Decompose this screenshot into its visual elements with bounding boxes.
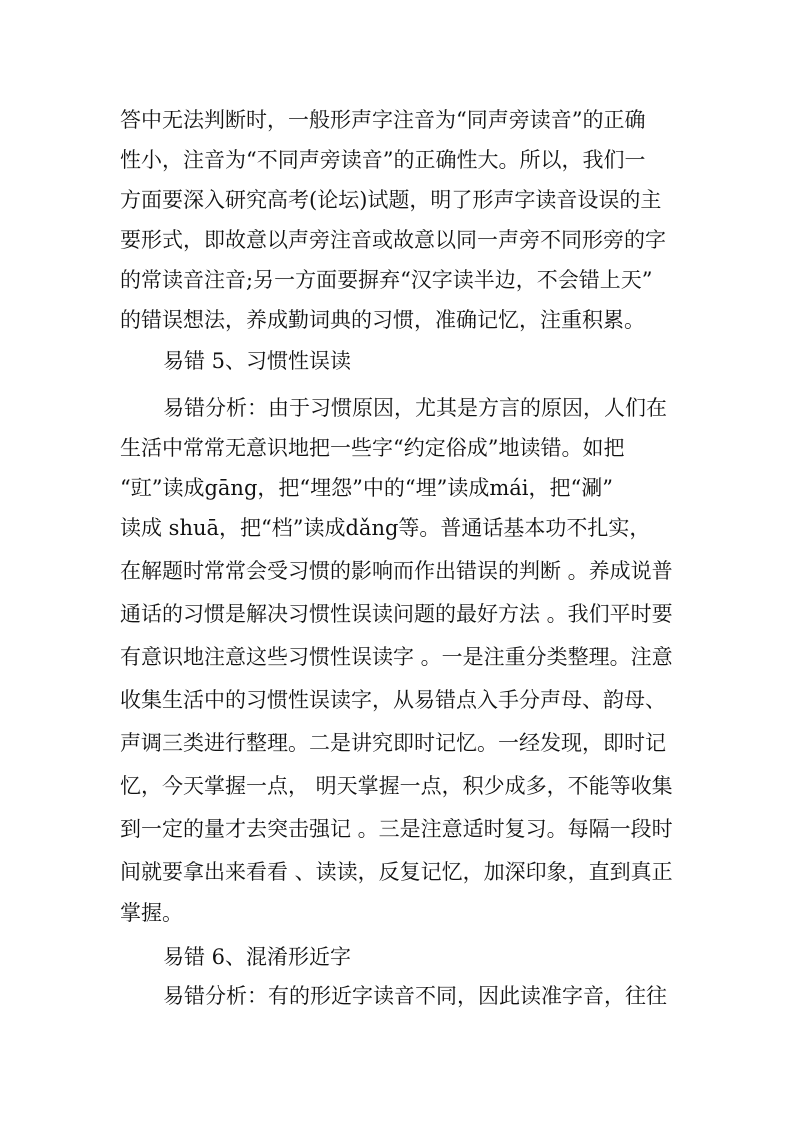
text-line: 收集生活中的习惯性误读字，从易错点入手分声母、韵母、 — [120, 688, 666, 712]
text-line: 有意识地注意这些习惯性误读字 。一是注重分类整理。注意 — [120, 645, 673, 669]
paragraph-start: 易错分析：有的形近字读音不同，因此读准字音，往往 — [163, 984, 667, 1008]
text-line: 的错误想法，养成勤词典的习惯，准确记忆，注重积累。 — [120, 308, 645, 332]
paragraph-start: 易错分析：由于习惯原因，尤其是方言的原因，人们在 — [163, 396, 667, 420]
text-line: 掌握。 — [120, 901, 183, 925]
text-line: 性小，注音为“不同声旁读音”的正确性大。所以，我们一 — [120, 148, 646, 172]
text-line: 声调三类进行整理。二是讲究即时记忆。一经发现，即时记 — [120, 731, 666, 755]
text-line: 答中无法判断时，一般形声字注音为“同声旁读音”的正确 — [120, 108, 646, 132]
text-line: 间就要拿出来看看 、读读，反复记忆，加深印象，直到真正 — [120, 860, 673, 884]
section-heading: 易错 5、习惯性误读 — [163, 349, 352, 373]
text-line: 到一定的量才去突击强记 。三是注意适时复习。每隔一段时 — [120, 817, 673, 841]
section-heading: 易错 6、混淆形近字 — [163, 945, 352, 969]
text-line: 的常读音注音;另一方面要摒弃“汉字读半边，不会错上天” — [120, 268, 653, 292]
text-line: 通话的习惯是解决习惯性误读问题的最好方法 。我们平时要 — [120, 602, 673, 626]
text-line: “豇”读成gāng，把“埋怨”中的“埋”读成mái，把“涮” — [120, 476, 613, 500]
text-line: 忆，今天掌握一点， 明天掌握一点，积少成多，不能等收集 — [120, 774, 673, 798]
text-line: 在解题时常常会受习惯的影响而作出错误的判断 。养成说普 — [120, 559, 673, 583]
text-line: 生活中常常无意识地把一些字“约定俗成”地读错。如把 — [120, 436, 625, 460]
text-line: 读成 shuā，把“档”读成dǎng等。普通话基本功不扎实， — [120, 516, 651, 540]
text-line: 方面要深入研究高考(论坛)试题，明了形声字读音设误的主 — [120, 188, 662, 212]
text-line: 要形式，即故意以声旁注音或故意以同一声旁不同形旁的字 — [120, 228, 666, 252]
